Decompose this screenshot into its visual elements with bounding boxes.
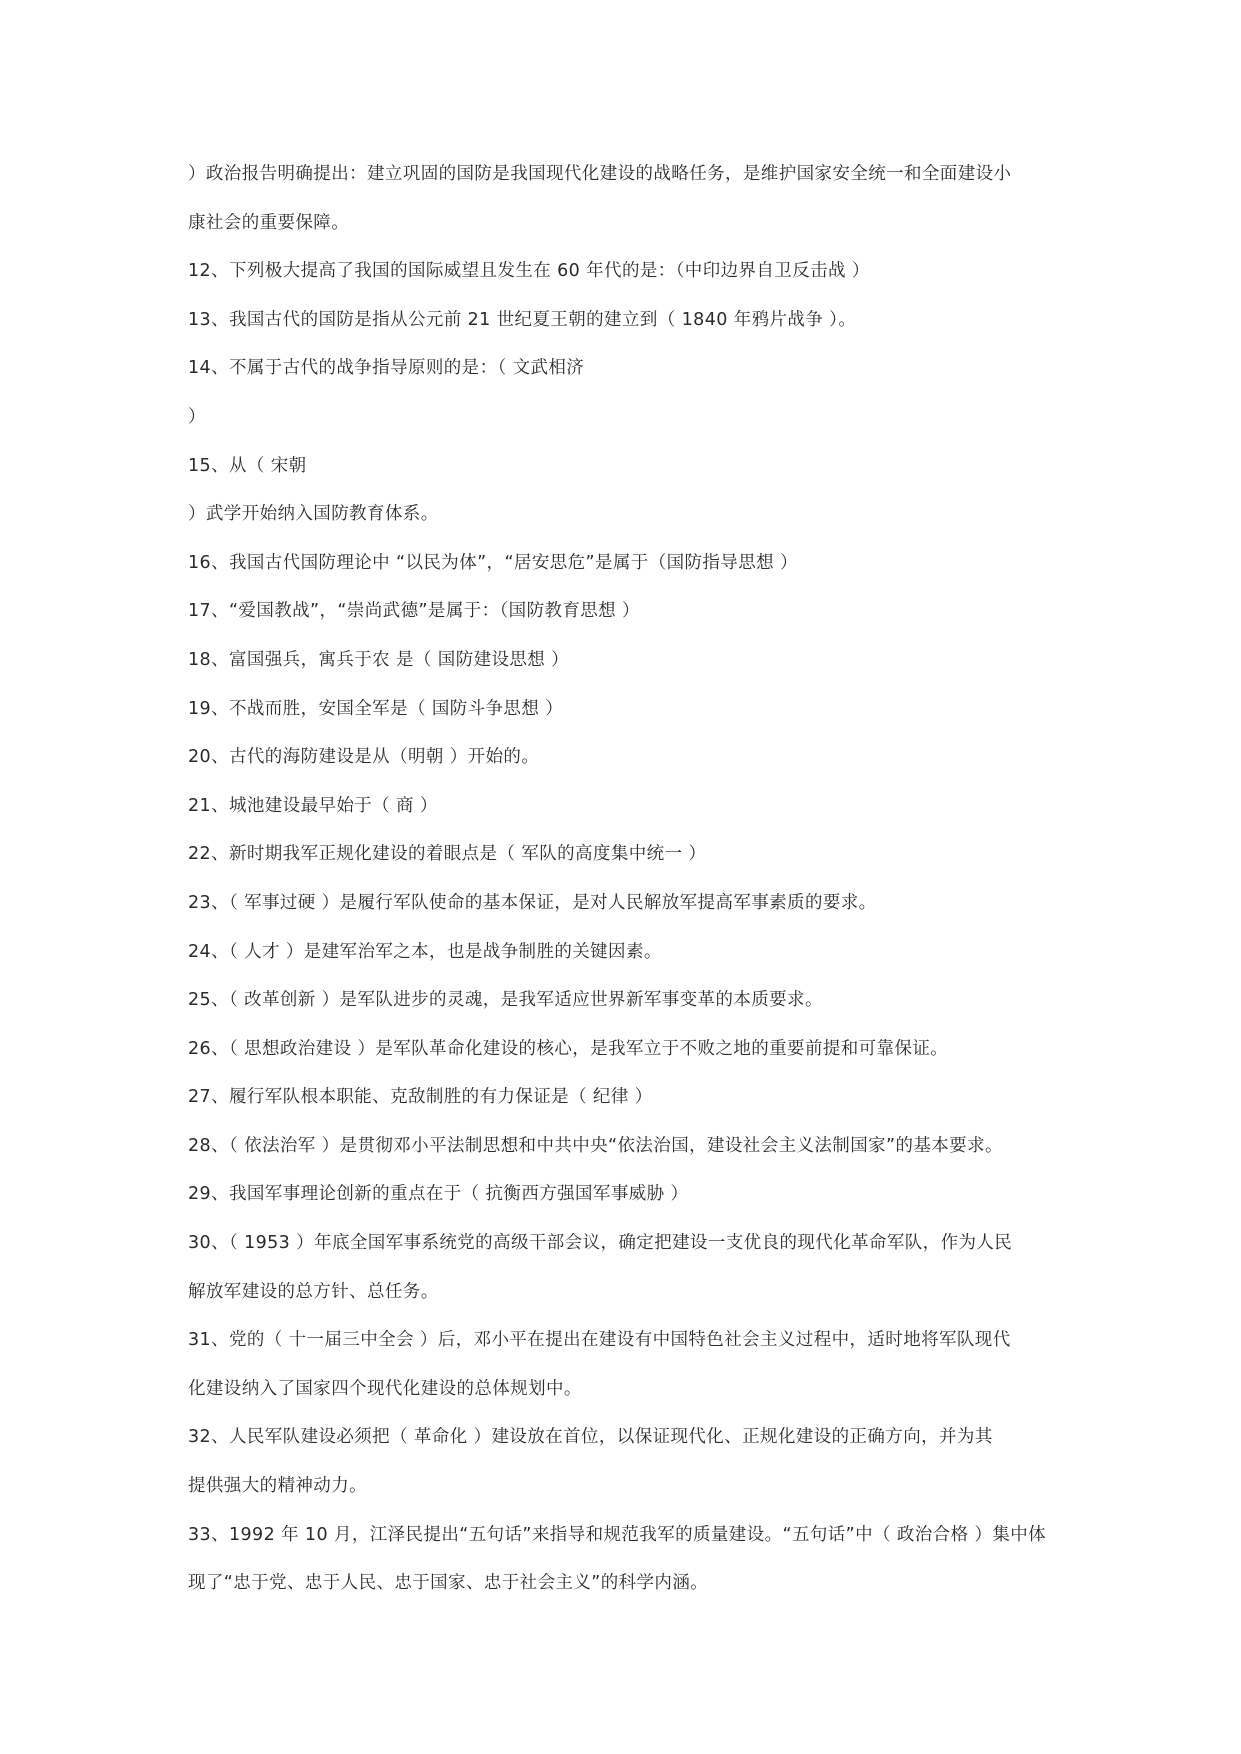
text-line: 21、城池建设最早始于（ 商 ） xyxy=(188,795,438,816)
text-line: 28、（ 依法治军 ）是贯彻邓小平法制思想和中共中央“依法治国，建设社会主义法制国家”的基本要求。 xyxy=(188,1135,1003,1156)
text-line: 31、党的（ 十一届三中全会 ）后，邓小平在提出在建设有中国特色社会主义过程中，适时地将军队现代 xyxy=(188,1330,1011,1351)
text-line: 16、我国古代国防理论中 “以民为体”，“居安思危”是属于（国防指导思想 ） xyxy=(188,552,798,573)
text-line: ）政治报告明确提出：建立巩固的国防是我国现代化建设的战略任务，是维护国家安全统一和全面建设小 xyxy=(188,164,1012,184)
text-line: ）武学开始纳入国防教育体系。 xyxy=(188,504,439,525)
text-line: 12、下列极大提高了我国的国际威望且发生在 60 年代的是：（中印边界自卫反击战 ） xyxy=(188,261,870,282)
document-text xyxy=(188,160,1068,1618)
text-line: 现了“忠于党、忠于人民、忠于国家、忠于社会主义”的科学内涵。 xyxy=(188,1573,709,1594)
text-line: 20、古代的海防建设是从（明朝 ）开始的。 xyxy=(188,747,540,768)
text-line: 32、人民军队建设必须把（ 革命化 ）建设放在首位，以保证现代化、正规化建设的正确方向，并为其 xyxy=(188,1427,993,1448)
text-line: 27、履行军队根本职能、克敌制胜的有力保证是（ 纪律 ） xyxy=(188,1087,653,1108)
text-line: 15、从（ 宋朝 xyxy=(188,455,307,476)
text-line: 29、我国军事理论创新的重点在于（ 抗衡西方强国军事威胁 ） xyxy=(188,1184,689,1205)
text-line: 30、（ 1953 ）年底全国军事系统党的高级干部会议，确定把建设一支优良的现代化革命军队，作为人民 xyxy=(188,1233,1013,1254)
text-line: 18、富国强兵，寓兵于农 是（ 国防建设思想 ） xyxy=(188,649,570,670)
text-line: 提供强大的精神动力。 xyxy=(188,1476,367,1497)
text-line: 23、（ 军事过硬 ）是履行军队使命的基本保证，是对人民解放军提高军事素质的要求。 xyxy=(188,892,877,913)
text-line: 13、我国古代的国防是指从公元前 21 世纪夏王朝的建立到（ 1840 年鸦片战争 ）。 xyxy=(188,309,857,330)
text-line: 解放军建设的总方针、总任务。 xyxy=(188,1281,439,1302)
text-line: 17、“爱国教战”，“崇尚武德”是属于：（国防教育思想 ） xyxy=(188,601,640,622)
text-line: 25、（ 改革创新 ）是军队进步的灵魂，是我军适应世界新军事变革的本质要求。 xyxy=(188,990,823,1011)
text-line: 22、新时期我军正规化建设的着眼点是（ 军队的高度集中统一 ） xyxy=(188,844,707,865)
text-line: 33、1992 年 10 月，江泽民提出“五句话”来指导和规范我军的质量建设。“五句话”中（ 政治合格 ）集中体 xyxy=(188,1524,1047,1545)
text-line: 康社会的重要保障。 xyxy=(188,212,350,233)
text-line: 19、不战而胜，安国全军是（ 国防斗争思想 ） xyxy=(188,698,564,719)
text-line: 14、不属于古代的战争指导原则的是：（ 文武相济 xyxy=(188,358,585,379)
text-line: 26、（ 思想政治建设 ）是军队革命化建设的核心，是我军立于不败之地的重要前提和可靠保证。 xyxy=(188,1038,949,1059)
text-line: 24、（ 人才 ）是建军治军之本，也是战争制胜的关键因素。 xyxy=(188,941,662,962)
text-line: ） xyxy=(188,406,206,427)
text-line: 化建设纳入了国家四个现代化建设的总体规划中。 xyxy=(188,1378,582,1399)
